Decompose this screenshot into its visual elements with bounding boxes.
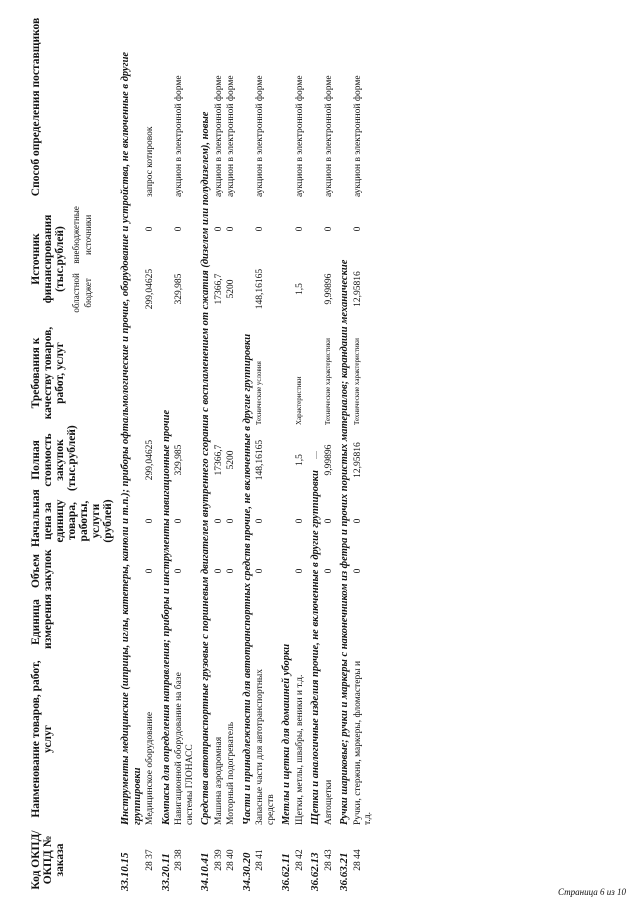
- group-row: [196, 15, 213, 893]
- group-row: [277, 15, 294, 893]
- item-price: 0: [226, 518, 236, 524]
- table-header-row: [28, 15, 116, 893]
- item-requirements: [213, 319, 226, 427]
- item-total: 9,99896: [323, 444, 334, 476]
- header-funding: [28, 199, 116, 319]
- item-total: 329,985: [174, 444, 184, 476]
- item-total: 299,04625: [145, 439, 155, 481]
- header-funding-extra: внебюджетные источники: [71, 206, 93, 264]
- funding-regional: 12,95816: [352, 271, 363, 307]
- funding-regional: 9,99896: [323, 273, 334, 305]
- group-code: 36.62.13: [309, 852, 321, 891]
- table-row: [323, 15, 336, 893]
- header-volume: Объем закупок: [30, 549, 54, 591]
- funding-regional: 5200: [226, 279, 236, 299]
- table-row: [144, 15, 157, 893]
- item-requirements: Технические характеристики: [352, 338, 361, 425]
- funding-regional: 329,985: [174, 273, 184, 305]
- item-total: 5200: [226, 450, 236, 470]
- item-total: 1,5: [294, 454, 305, 466]
- item-volume: 0: [323, 568, 334, 574]
- funding-extra: 0: [145, 226, 155, 232]
- item-requirements: Технические условия: [255, 361, 263, 425]
- supplier-method: аукцион в электронной форме: [174, 75, 184, 197]
- header-requirements: Требования к качеству товаров, работ, услуг: [30, 326, 66, 420]
- group-code: 34.10.41: [199, 852, 211, 891]
- item-unit: [225, 593, 238, 651]
- group-code: 34.30.20: [240, 852, 253, 891]
- item-volume: 0: [213, 568, 224, 574]
- funding-extra: 0: [213, 226, 224, 232]
- item-name: Медицинское оборудование: [145, 711, 155, 825]
- item-name: Автощетки: [323, 779, 334, 825]
- procurement-plan-table: [28, 15, 375, 893]
- group-row: [116, 15, 144, 893]
- order-number: 28 42: [294, 849, 305, 871]
- item-unit: [323, 593, 336, 651]
- funding-regional: 1,5: [294, 283, 305, 295]
- supplier-method: аукцион в электронной форме: [294, 75, 305, 197]
- item-unit: [144, 593, 157, 651]
- item-volume: 0: [226, 568, 236, 574]
- item-name: Машина аэродромная: [213, 736, 224, 825]
- supplier-method: аукцион в электронной форме: [226, 75, 236, 197]
- header-unit: Единица измерения: [30, 594, 54, 649]
- item-unit: [173, 593, 196, 651]
- funding-regional: 148,16165: [255, 268, 265, 310]
- group-title: Компасы для определения направления; приборы и инструменты навигационные прочие: [160, 409, 172, 825]
- header-funding-title: Источник финансирования (тыс.рублей): [30, 214, 66, 304]
- page-footer: Страница 6 из 10: [558, 887, 626, 897]
- stray-mark: |: [316, 450, 318, 459]
- table-row: [254, 15, 277, 893]
- group-code: 36.63.21: [338, 852, 350, 891]
- item-volume: 0: [352, 568, 363, 574]
- item-price: 0: [145, 518, 155, 524]
- item-name: Навигационной оборудование на базе системы ГЛОНАСС: [174, 672, 195, 825]
- funding-extra: 0: [352, 226, 363, 232]
- funding-extra: 0: [174, 226, 184, 232]
- item-unit: [213, 593, 226, 651]
- item-total: 12,95816: [352, 442, 363, 478]
- item-volume: 0: [255, 568, 265, 574]
- item-name: Запасные части для автотранспортных средств: [255, 668, 276, 825]
- item-price: 0: [323, 518, 334, 524]
- funding-extra: 0: [323, 226, 334, 232]
- table-body: [116, 15, 375, 893]
- order-number: 28 44: [352, 849, 363, 871]
- group-title: Щетки и аналогичные изделия прочие, не включенные в другие группировки: [310, 470, 321, 825]
- group-code: 33.20.11: [159, 853, 172, 891]
- item-total: 17366,7: [213, 444, 224, 476]
- group-row: [238, 15, 255, 893]
- supplier-method: аукцион в электронной форме: [352, 75, 363, 197]
- table-row: [173, 15, 196, 893]
- group-row: [306, 15, 323, 893]
- funding-extra: 0: [255, 226, 265, 232]
- supplier-method: аукцион в электронной форме: [255, 75, 265, 197]
- item-requirements: [225, 319, 238, 427]
- table-row: [225, 15, 238, 893]
- item-price: 0: [294, 518, 305, 524]
- item-name: Ручки, стержни, маркеры, фломастеры и т.д.: [352, 660, 373, 825]
- supplier-method: аукцион в электронной форме: [213, 75, 224, 197]
- funding-extra: 0: [226, 226, 236, 232]
- item-unit: [352, 593, 375, 651]
- table-row: [294, 15, 307, 893]
- item-volume: 0: [145, 568, 155, 574]
- item-requirements: Характеристики: [294, 376, 303, 425]
- item-price: 0: [352, 518, 363, 524]
- group-code: 36.62.11: [280, 853, 292, 891]
- item-price: 0: [174, 518, 184, 524]
- header-method: Способ определения поставщиков: [30, 17, 42, 197]
- funding-extra: 0: [294, 226, 305, 232]
- item-unit: [294, 593, 307, 651]
- item-requirements: [144, 319, 157, 427]
- group-title: Ручки шариковые; ручки и маркеры с наконечником из фетра и прочих пористых материалов; карандаши механические: [339, 259, 350, 825]
- header-funding-regional: областной бюджет: [71, 273, 93, 313]
- item-price: 0: [213, 518, 224, 524]
- group-title: Метлы и щетки для домашней уборки: [281, 643, 292, 825]
- group-title: Части и принадлежности для автотранспортных средств прочие, не включенные в другие группировки: [241, 333, 253, 825]
- order-number: 28 43: [323, 849, 334, 871]
- table-row: [352, 15, 375, 893]
- header-total: Полная стоимость закупок (тыс.рублей): [30, 425, 78, 491]
- supplier-method: аукцион в электронной форме: [323, 75, 334, 197]
- item-total: 148,16165: [255, 439, 265, 481]
- order-number: 28 41: [255, 849, 265, 871]
- group-row: [335, 15, 352, 893]
- funding-regional: 299,04625: [145, 268, 155, 310]
- header-code: Код ОКПД/ ОКПД № заказа: [30, 830, 66, 890]
- group-row: [157, 15, 174, 893]
- funding-regional: 17366,7: [213, 273, 224, 305]
- order-number: 28 39: [213, 849, 224, 871]
- item-price: 0: [255, 518, 265, 524]
- group-title: Средства автотранспортные грузовые с поршневым двигателем внутреннего сгорания с воспламенением от сжатия (дизелем или полудизелем), новые: [200, 111, 211, 825]
- item-unit: [254, 593, 277, 651]
- header-price: Начальная цена за единицу товара, работы, услуги (рублей): [30, 489, 114, 547]
- item-requirements: Технические характеристики: [323, 338, 332, 425]
- table-row: [213, 15, 226, 893]
- item-volume: 0: [294, 568, 305, 574]
- item-requirements: [173, 319, 196, 427]
- order-number: 28 38: [174, 849, 184, 871]
- group-title: Инструменты медицинские (шприцы, иглы, катетеры, канюли и т.п.); приборы офтальмологические и прочие, оборудование и устройства, не включенные в другие группировки: [120, 51, 143, 825]
- supplier-method: запрос котировок: [145, 126, 155, 197]
- group-code: 33.10.15: [119, 852, 131, 891]
- item-volume: 0: [174, 568, 184, 574]
- order-number: 28 40: [226, 849, 236, 871]
- order-number: 28 37: [145, 849, 155, 871]
- item-name: Щетки, метлы, швабры, веники и т.д.: [294, 674, 305, 825]
- header-name: Наименование товаров, работ, услуг: [30, 660, 54, 818]
- item-name: Моторный подогреватель: [226, 721, 236, 825]
